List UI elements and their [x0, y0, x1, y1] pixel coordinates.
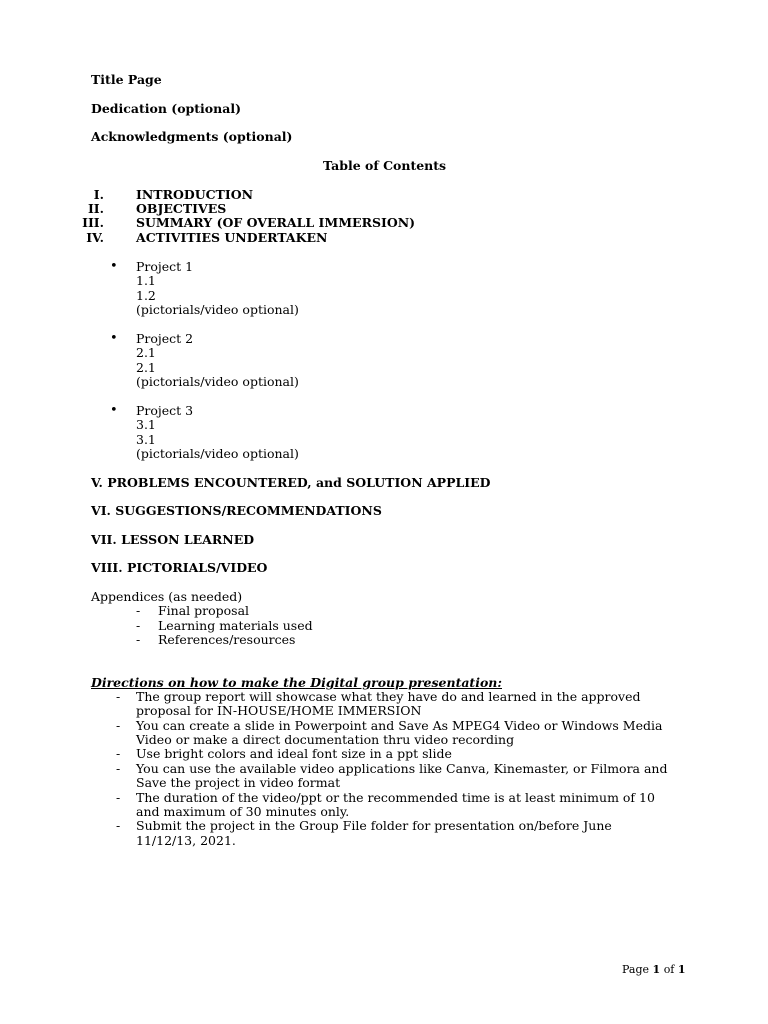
dedication-heading: Dedication (optional) — [91, 101, 241, 116]
project-note: (pictorials/video optional) — [136, 374, 299, 389]
section-heading-pictorials: VIII. PICTORIALS/VIDEO — [91, 560, 268, 575]
section-heading-lesson: VII. LESSON LEARNED — [91, 532, 255, 547]
directions-heading: Directions on how to make the Digital group presentation: — [91, 675, 502, 690]
project-subitem: 1.2 — [136, 288, 156, 303]
roman-section-title: INTRODUCTION — [136, 187, 254, 202]
direction-line: proposal for IN-HOUSE/HOME IMMERSION — [136, 703, 422, 718]
dash-marker: - — [116, 790, 121, 805]
toc-heading: Table of Contents — [323, 158, 447, 173]
direction-line: You can use the available video applications like Canva, Kinemaster, or Filmora and — [136, 761, 668, 776]
direction-line: The group report will showcase what they have do and learned in the approved — [136, 689, 641, 704]
project-name: Project 2 — [136, 331, 194, 346]
acknowledgments-heading: Acknowledgments (optional) — [91, 129, 293, 144]
bullet-icon: • — [110, 331, 118, 346]
direction-line: and maximum of 30 minutes only. — [136, 804, 350, 819]
direction-line: Save the project in video format — [136, 775, 341, 790]
project-subitem: 3.1 — [136, 432, 156, 447]
of-label: of — [663, 963, 675, 976]
roman-section-title: SUMMARY (OF OVERALL IMMERSION) — [136, 215, 416, 230]
page-total: 1 — [677, 963, 686, 976]
direction-line: You can create a slide in Powerpoint and Save As MPEG4 Video or Windows Media — [136, 718, 663, 733]
roman-numeral: II. — [87, 201, 104, 216]
project-name: Project 3 — [136, 403, 194, 418]
direction-line: Submit the project in the Group File folder for presentation on/before June — [136, 818, 612, 833]
project-note: (pictorials/video optional) — [136, 446, 299, 461]
dash-marker: - — [136, 603, 141, 618]
roman-section-title: OBJECTIVES — [136, 201, 227, 216]
dash-marker: - — [116, 689, 121, 704]
page-number-footer — [622, 963, 686, 977]
appendix-item: Learning materials used — [158, 618, 313, 633]
project-name: Project 1 — [136, 259, 194, 274]
section-heading-problems: V. PROBLEMS ENCOUNTERED, and SOLUTION APPLIED — [91, 475, 491, 490]
project-subitem: 1.1 — [136, 273, 156, 288]
project-subitem: 2.1 — [136, 360, 156, 375]
dash-marker: - — [136, 618, 141, 633]
appendix-item: Final proposal — [158, 603, 250, 618]
direction-line: Use bright colors and ideal font size in a ppt slide — [136, 746, 452, 761]
dash-marker: - — [116, 746, 121, 761]
direction-line: 11/12/13, 2021. — [136, 833, 236, 848]
dash-marker: - — [136, 632, 141, 647]
section-heading-suggestions: VI. SUGGESTIONS/RECOMMENDATIONS — [91, 503, 382, 518]
dash-marker: - — [116, 718, 121, 733]
direction-line: The duration of the video/ppt or the recommended time is at least minimum of 10 — [136, 790, 655, 805]
project-note: (pictorials/video optional) — [136, 302, 299, 317]
roman-numeral: IV. — [86, 230, 104, 245]
appendix-item: References/resources — [158, 632, 296, 647]
dash-marker: - — [116, 818, 121, 833]
project-subitem: 3.1 — [136, 417, 156, 432]
roman-numeral: III. — [82, 215, 104, 230]
title-page-heading: Title Page — [91, 72, 162, 87]
direction-line: Video or make a direct documentation thru video recording — [136, 732, 515, 747]
roman-numeral: I. — [93, 187, 104, 202]
bullet-icon: • — [110, 259, 118, 274]
page-current: 1 — [652, 963, 661, 976]
bullet-icon: • — [110, 403, 118, 418]
roman-section-title: ACTIVITIES UNDERTAKEN — [136, 230, 328, 245]
dash-marker: - — [116, 761, 121, 776]
page-label: Page — [622, 963, 650, 976]
project-subitem: 2.1 — [136, 345, 156, 360]
appendices-heading: Appendices (as needed) — [91, 589, 243, 604]
